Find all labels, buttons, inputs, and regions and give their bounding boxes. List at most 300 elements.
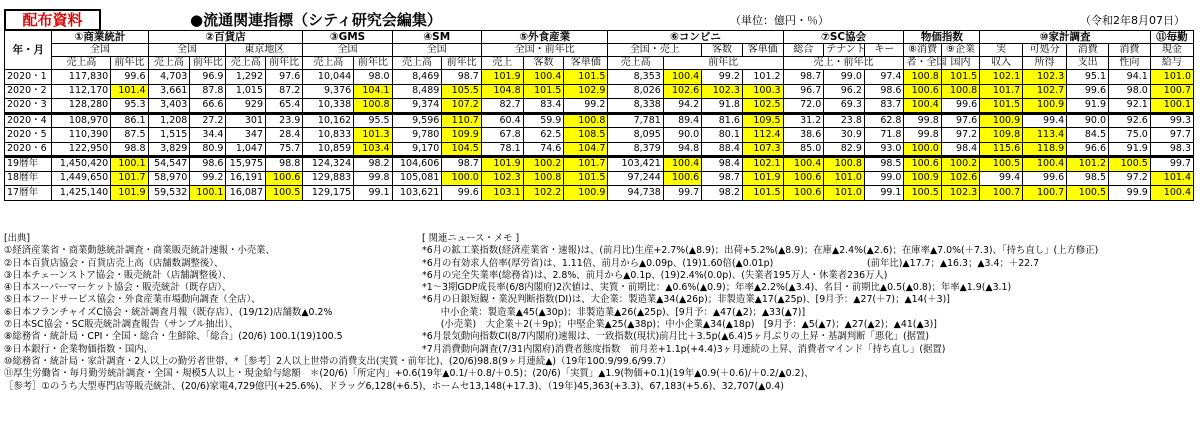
- table-cell: 100.4: [1150, 186, 1193, 201]
- metric-header: 性向: [1109, 57, 1151, 70]
- source-line: ⑤日本フードサービス協会・外食産業市場動向調査（全店）、: [4, 294, 261, 306]
- table-cell: 82.7: [481, 99, 523, 114]
- table-cell: 101.4: [1150, 171, 1193, 186]
- table-cell: 110,390: [52, 128, 111, 143]
- table-cell: 124,324: [303, 157, 354, 172]
- table-cell: 109.9: [442, 128, 482, 143]
- table-cell: 9,170: [392, 142, 442, 157]
- table-cell: 102.3: [941, 186, 979, 201]
- memo-line: *6月の日銀短観・業況判断指数(DI)は、大企業：製造業▲34(▲26p)；非製造業▲17(▲25p)、[9月予：▲27(＋7)；▲14(＋3)]: [422, 294, 950, 306]
- table-cell: 94,738: [608, 186, 663, 201]
- table-cell: 99.8: [904, 128, 941, 143]
- source-line: ④日本スーパーマーケット協会・販売統計（既存店）、: [4, 282, 232, 294]
- table-cell: 1,450,420: [52, 157, 111, 172]
- table-cell: 98.7: [783, 70, 824, 85]
- table-cell: 101.4: [111, 84, 148, 99]
- group-header: ⑥コンビニ: [608, 31, 783, 44]
- table-cell: 100.3: [742, 84, 783, 99]
- table-cell: 87.2: [266, 84, 303, 99]
- metric-header: 売上高: [392, 57, 442, 70]
- table-cell: 92.6: [1109, 113, 1151, 128]
- table-cell: 69.3: [824, 99, 865, 114]
- group-header: ⑤外食産業: [481, 31, 608, 44]
- scope-header: 全国・売上: [608, 44, 702, 57]
- table-cell: 101.5: [941, 70, 979, 85]
- table-cell: 98.6: [190, 157, 226, 172]
- source-line: ⑦日本SC協会・SC販売統計調査報告（サンプル抽出）、: [4, 319, 239, 331]
- table-cell: 102.3: [1023, 70, 1067, 85]
- handout-badge: 配布資料: [4, 9, 101, 31]
- table-cell: 99.8: [354, 171, 392, 186]
- table-cell: 98.0: [1109, 84, 1151, 99]
- table-cell: 102.6: [941, 171, 979, 186]
- table-cell: 96.6: [1067, 142, 1109, 157]
- source-line: ⑪厚生労働省・毎月勤労統計調査・全国・規模5人以上・現金給与総額 ＊(20/6)「所定内」+0.6(19年▲0.1/＋0.8/＋0.5)；(20/6)「実質」▲1.9(物価+0.1)(19年▲0.9(＋0.6)/＋0.2/▲0.2)、: [4, 368, 814, 380]
- scope-header: 客単価: [742, 44, 783, 57]
- scope-header: 現金: [1150, 44, 1193, 57]
- metric-header: 売上高: [52, 57, 111, 70]
- table-cell: 9,596: [392, 113, 442, 128]
- table-cell: 10,044: [303, 70, 354, 85]
- table-cell: 8,489: [392, 84, 442, 99]
- table-cell: 99.6: [111, 70, 148, 85]
- table-cell: 1,515: [148, 128, 190, 143]
- table-cell: 103,621: [392, 186, 442, 201]
- table-cell: 99.1: [864, 186, 904, 201]
- table-cell: 112.4: [742, 128, 783, 143]
- table-cell: 94.2: [663, 99, 701, 114]
- table-cell: 9,376: [303, 84, 354, 99]
- table-cell: 101.9: [481, 70, 523, 85]
- metric-header: 売上高: [303, 57, 354, 70]
- table-cell: 97,244: [608, 171, 663, 186]
- table-cell: 90.0: [663, 128, 701, 143]
- row-label: 19暦年: [5, 157, 52, 172]
- metric-header: 前年比: [663, 57, 783, 70]
- row-label: 2020・6: [5, 142, 52, 157]
- table-cell: 100.7: [980, 186, 1023, 201]
- table-cell: 87.8: [190, 84, 226, 99]
- metric-header: 収入: [980, 57, 1023, 70]
- table-row: [5, 113, 1194, 128]
- table-cell: 101.9: [742, 171, 783, 186]
- table-cell: 1,208: [148, 113, 190, 128]
- table-cell: 102.3: [481, 171, 523, 186]
- source-line: ［参考］①のうち大型専門店等販売統計、(20/6)家電4,729億円(+25.6%)、ドラッグ6,128(+6.5)、ホームセ13,148(+17.3)、（19年)45,363(+3.3)、67,183(+5.6)、32,707(▲0.4): [4, 380, 784, 392]
- table-cell: 99.6: [442, 186, 482, 201]
- table-cell: 87.5: [111, 128, 148, 143]
- metric-header-row: [5, 57, 1194, 70]
- table-cell: 98.0: [354, 70, 392, 85]
- table-cell: 100.4: [663, 70, 701, 85]
- source-line: [出典]: [4, 233, 31, 244]
- table-cell: 99.0: [824, 70, 865, 85]
- table-cell: 8,353: [608, 70, 663, 85]
- table-cell: 99.1: [354, 186, 392, 201]
- table-cell: 100.5: [1067, 186, 1109, 201]
- scope-header: 客数: [702, 44, 743, 57]
- metric-header: 売上高: [226, 57, 266, 70]
- table-cell: 95.3: [111, 99, 148, 114]
- source-line: ①経済産業省・商業動態統計調査・商業販売統計速報・小売業、: [4, 245, 275, 257]
- metric-header: 前年比: [190, 57, 226, 70]
- table-cell: 103.1: [481, 186, 523, 201]
- table-cell: 98.5: [1067, 171, 1109, 186]
- table-cell: 117,830: [52, 70, 111, 85]
- table-cell: 104.1: [354, 84, 392, 99]
- table-cell: 8,469: [392, 70, 442, 85]
- group-header: 物価指数: [904, 31, 980, 44]
- memo-line: 中小企業：製造業▲45(▲30p)；非製造業▲26(▲25p)、[9月予：▲47(▲2)；▲33(▲7)]: [422, 306, 806, 318]
- table-cell: 59.9: [523, 113, 564, 128]
- table-cell: 81.6: [702, 113, 743, 128]
- table-cell: 99.3: [1150, 113, 1193, 128]
- table-cell: 75.0: [1109, 128, 1151, 143]
- scope-header: キー: [864, 44, 904, 57]
- table-cell: 71.8: [864, 128, 904, 143]
- table-cell: 98.8: [266, 157, 303, 172]
- table-cell: 99.2: [564, 99, 608, 114]
- table-row: [5, 84, 1194, 99]
- table-cell: 91.9: [1109, 142, 1151, 157]
- metric-header: 支出: [1067, 57, 1109, 70]
- table-cell: 108.5: [564, 128, 608, 143]
- table-cell: 100.6: [266, 171, 303, 186]
- table-cell: 101.5: [564, 171, 608, 186]
- table-cell: 122,950: [52, 142, 111, 157]
- table-cell: 100.8: [564, 113, 608, 128]
- metric-header: 前年比: [266, 57, 303, 70]
- table-cell: 97.2: [1109, 171, 1151, 186]
- table-cell: 65.4: [266, 99, 303, 114]
- table-cell: 98.3: [1150, 142, 1193, 157]
- table-cell: 101.2: [1067, 157, 1109, 172]
- table-cell: 100.8: [824, 157, 865, 172]
- table-cell: 100.9: [904, 171, 941, 186]
- table-cell: 58,970: [148, 171, 190, 186]
- table-cell: 10,859: [303, 142, 354, 157]
- table-cell: 62.8: [864, 113, 904, 128]
- table-cell: 100.8: [941, 84, 979, 99]
- table-cell: 100.2: [941, 157, 979, 172]
- table-cell: 100.0: [904, 142, 941, 157]
- row-label: 2020・4: [5, 113, 52, 128]
- table-cell: 101.5: [980, 99, 1023, 114]
- table-cell: 99.0: [864, 171, 904, 186]
- table-cell: 107.2: [442, 99, 482, 114]
- table-cell: 102.5: [742, 99, 783, 114]
- group-header: ③GMS: [303, 31, 392, 44]
- table-cell: 99.6: [941, 99, 979, 114]
- table-cell: 100.0: [442, 171, 482, 186]
- table-row: [5, 142, 1194, 157]
- metric-header: 売上高: [148, 57, 190, 70]
- metric-header: 国内: [941, 57, 979, 70]
- table-cell: 98.7: [442, 70, 482, 85]
- table-cell: 101.9: [481, 157, 523, 172]
- scope-header: 可処分: [1023, 44, 1067, 57]
- group-header-row: [5, 31, 1194, 44]
- table-cell: 75.7: [266, 142, 303, 157]
- table-cell: 91.9: [1067, 99, 1109, 114]
- table-cell: 80.1: [702, 128, 743, 143]
- table-cell: 7,781: [608, 113, 663, 128]
- table-cell: 86.1: [111, 113, 148, 128]
- table-cell: 96.7: [783, 84, 824, 99]
- table-cell: 101.0: [824, 171, 865, 186]
- table-cell: 28.4: [266, 128, 303, 143]
- table-cell: 62.5: [523, 128, 564, 143]
- table-cell: 91.8: [702, 99, 743, 114]
- source-line: ②日本百貨店協会・百貨店売上高（店舗数調整後）、: [4, 257, 224, 269]
- metric-header: 者・全国: [904, 57, 941, 70]
- table-cell: 98.6: [864, 84, 904, 99]
- table-cell: 104.5: [442, 142, 482, 157]
- table-cell: 100.8: [523, 171, 564, 186]
- table-cell: 94.8: [663, 142, 701, 157]
- table-cell: 9,780: [392, 128, 442, 143]
- table-cell: 101.0: [824, 186, 865, 201]
- group-header: ②百貨店: [148, 31, 303, 44]
- table-cell: 1,047: [226, 142, 266, 157]
- table-cell: 100.9: [564, 186, 608, 201]
- table-cell: 99.2: [702, 70, 743, 85]
- source-line: ⑧総務省・統計局・CPI・全国・総合・生鮮除、「総合」(20/6) 100.1(19)100.5: [4, 331, 343, 343]
- table-cell: 83.4: [523, 99, 564, 114]
- group-header: ⑪毎勤: [1150, 31, 1193, 44]
- table-cell: 118.9: [1023, 142, 1067, 157]
- table-cell: 100.7: [1023, 186, 1067, 201]
- memo-line: [ 関連ニュース・メモ ]: [422, 233, 520, 244]
- table-cell: 105,081: [392, 171, 442, 186]
- table-cell: 99.8: [904, 113, 941, 128]
- table-cell: 8,026: [608, 84, 663, 99]
- table-cell: 100.5: [904, 186, 941, 201]
- metric-header: 売上: [481, 57, 523, 70]
- table-cell: 9,374: [392, 99, 442, 114]
- table-cell: 82.9: [824, 142, 865, 157]
- table-cell: 101.5: [742, 186, 783, 201]
- table-cell: 84.5: [1067, 128, 1109, 143]
- table-cell: 101.7: [111, 171, 148, 186]
- table-cell: 104.7: [564, 142, 608, 157]
- table-cell: 74.6: [523, 142, 564, 157]
- table-cell: 99.7: [1150, 157, 1193, 172]
- row-label-header: 年・月: [5, 31, 52, 70]
- scope-header: 全国: [52, 44, 148, 57]
- table-cell: 67.8: [481, 128, 523, 143]
- scope-header: 実: [980, 44, 1023, 57]
- table-cell: 100.1: [190, 186, 226, 201]
- scope-header: ⑨企業: [941, 44, 979, 57]
- table-cell: 102.7: [1023, 84, 1067, 99]
- scope-header: 東京地区: [226, 44, 303, 57]
- table-cell: 104.8: [481, 84, 523, 99]
- table-cell: 99.6: [1023, 171, 1067, 186]
- table-cell: 102.6: [663, 84, 701, 99]
- table-cell: 100.6: [783, 171, 824, 186]
- table-cell: 8,338: [608, 99, 663, 114]
- table-cell: 100.5: [1109, 157, 1151, 172]
- table-cell: 100.1: [111, 157, 148, 172]
- table-cell: 23.9: [266, 113, 303, 128]
- table-cell: 97.4: [864, 70, 904, 85]
- table-cell: 88.4: [702, 142, 743, 157]
- table-cell: 59,532: [148, 186, 190, 201]
- table-cell: 101.0: [1150, 70, 1193, 85]
- scope-header: ⑧消費: [904, 44, 941, 57]
- table-cell: 3,829: [148, 142, 190, 157]
- table-cell: 4,703: [148, 70, 190, 85]
- table-cell: 100.8: [354, 99, 392, 114]
- table-cell: 129,175: [303, 186, 354, 201]
- memo-line: (小売業) 大企業＋2(＋9p)；中堅企業▲25(▲38p)；中小企業▲34(▲18p) [9月予：▲5(▲7)；▲27(▲2)；▲41(▲3)]: [422, 319, 937, 331]
- table-cell: 110.7: [442, 113, 482, 128]
- table-cell: 3,403: [148, 99, 190, 114]
- date-label: （令和2年8月07日）: [1080, 14, 1185, 27]
- indicator-table: [4, 30, 1194, 201]
- table-cell: 16,191: [226, 171, 266, 186]
- metric-header: 前年比: [354, 57, 392, 70]
- table-cell: 8,379: [608, 142, 663, 157]
- scope-header: 全国: [148, 44, 226, 57]
- source-line: ⑨日本銀行・企業物価指数・国内、: [4, 343, 154, 355]
- metric-header: 客数: [523, 57, 564, 70]
- table-cell: 72.0: [783, 99, 824, 114]
- table-cell: 10,338: [303, 99, 354, 114]
- table-cell: 3,661: [148, 84, 190, 99]
- group-header: ⑩家計調査: [980, 31, 1151, 44]
- table-cell: 92.1: [1109, 99, 1151, 114]
- table-cell: 96.2: [824, 84, 865, 99]
- table-cell: 100.4: [1023, 157, 1067, 172]
- table-cell: 23.8: [824, 113, 865, 128]
- table-cell: 10,162: [303, 113, 354, 128]
- row-label: 2020・2: [5, 84, 52, 99]
- table-cell: 97.7: [1150, 128, 1193, 143]
- table-row: [5, 186, 1194, 201]
- table-cell: 98.2: [702, 186, 743, 201]
- scope-header: 総合: [783, 44, 824, 57]
- memo-line: *6月景気動向指数CI(8/7内閣府)速報は、一致指数(現状)前月比＋3.5p(▲6.4)5ヶ月ぶりの上昇・基調判断「悪化」(据置): [422, 331, 930, 343]
- metric-header: 前年比: [442, 57, 482, 70]
- table-cell: 103.4: [354, 142, 392, 157]
- scope-header: 消費: [1067, 44, 1109, 57]
- table-cell: 1,449,650: [52, 171, 111, 186]
- table-cell: 1,425,140: [52, 186, 111, 201]
- table-cell: 929: [226, 99, 266, 114]
- table-cell: 100.4: [904, 99, 941, 114]
- table-cell: 98.7: [442, 157, 482, 172]
- table-body: [5, 70, 1194, 201]
- table-cell: 100.7: [1150, 84, 1193, 99]
- row-label: 2020・1: [5, 70, 52, 85]
- memo-line: *6月の完全失業率(総務省)は、2.8%、前月から▲0.1p、(19)2.4%(0.0p)、(失業者195万人・休業者236万人): [422, 269, 888, 281]
- table-cell: 99.2: [190, 171, 226, 186]
- memo-line: *1～3期GDP成長率(6/8内閣府)2次値は、実質・前期比：▲0.6%(▲0.9)；年率▲2.2%(▲3.4)、名目・前期比▲0.5(▲0.8)；年率▲1.9(▲3.1): [422, 282, 1012, 294]
- table-cell: 99.4: [980, 171, 1023, 186]
- table-cell: 16,087: [226, 186, 266, 201]
- table-cell: 95.1: [1067, 70, 1109, 85]
- table-row: [5, 157, 1194, 172]
- table-cell: 99.6: [1067, 84, 1109, 99]
- table-cell: 98.7: [702, 171, 743, 186]
- table-cell: 99.4: [1023, 113, 1067, 128]
- table-cell: 101.5: [523, 84, 564, 99]
- table-cell: 100.6: [904, 84, 941, 99]
- table-cell: 99.7: [663, 186, 701, 201]
- table-cell: 8,095: [608, 128, 663, 143]
- table-cell: 301: [226, 113, 266, 128]
- group-header: ④SM: [392, 31, 481, 44]
- table-cell: 112,170: [52, 84, 111, 99]
- table-cell: 100.4: [523, 70, 564, 85]
- table-cell: 100.1: [1150, 99, 1193, 114]
- table-cell: 34.4: [190, 128, 226, 143]
- table-cell: 101.2: [742, 70, 783, 85]
- table-cell: 101.3: [354, 128, 392, 143]
- table-cell: 100.9: [1023, 99, 1067, 114]
- table-cell: 31.2: [783, 113, 824, 128]
- table-cell: 100.4: [663, 157, 701, 172]
- table-cell: 85.0: [783, 142, 824, 157]
- table-cell: 54,547: [148, 157, 190, 172]
- scope-header-row: [5, 44, 1194, 57]
- table-cell: 129,883: [303, 171, 354, 186]
- table-cell: 98.4: [941, 142, 979, 157]
- metric-header: 所得: [1023, 57, 1067, 70]
- table-cell: 100.2: [523, 157, 564, 172]
- table-cell: 100.6: [783, 186, 824, 201]
- row-label: 17暦年: [5, 186, 52, 201]
- metric-header: 給与: [1150, 57, 1193, 70]
- table-cell: 107.3: [742, 142, 783, 157]
- table-cell: 60.4: [481, 113, 523, 128]
- table-cell: 94.1: [1109, 70, 1151, 85]
- table-cell: 101.7: [564, 157, 608, 172]
- group-header: ①商業統計: [52, 31, 148, 44]
- table-cell: 100.6: [663, 171, 701, 186]
- page-title: ●流通関連指標（シティ研究会編集）: [190, 11, 442, 29]
- table-cell: 93.0: [864, 142, 904, 157]
- metric-header: 売上・前年比: [783, 57, 904, 70]
- table-cell: 10,833: [303, 128, 354, 143]
- table-cell: 102.9: [564, 84, 608, 99]
- table-cell: 90.0: [1067, 113, 1109, 128]
- row-label: 2020・5: [5, 128, 52, 143]
- table-cell: 99.9: [1109, 186, 1151, 201]
- table-cell: 128,280: [52, 99, 111, 114]
- table-cell: 95.5: [354, 113, 392, 128]
- table-row: [5, 171, 1194, 186]
- table-cell: 80.9: [190, 142, 226, 157]
- table-cell: 98.5: [864, 157, 904, 172]
- table-cell: 113.4: [1023, 128, 1067, 143]
- table-cell: 98.4: [702, 157, 743, 172]
- table-cell: 100.9: [980, 113, 1023, 128]
- table-cell: 1,015: [226, 84, 266, 99]
- table-cell: 27.2: [190, 113, 226, 128]
- table-cell: 97.6: [266, 70, 303, 85]
- news-memo: [422, 233, 1192, 356]
- scope-header: 全国: [303, 44, 392, 57]
- table-cell: 100.5: [266, 186, 303, 201]
- table-cell: 97.6: [941, 113, 979, 128]
- table-cell: 103,421: [608, 157, 663, 172]
- table-cell: 66.6: [190, 99, 226, 114]
- scope-header: 消費: [1109, 44, 1151, 57]
- table-cell: 96.9: [190, 70, 226, 85]
